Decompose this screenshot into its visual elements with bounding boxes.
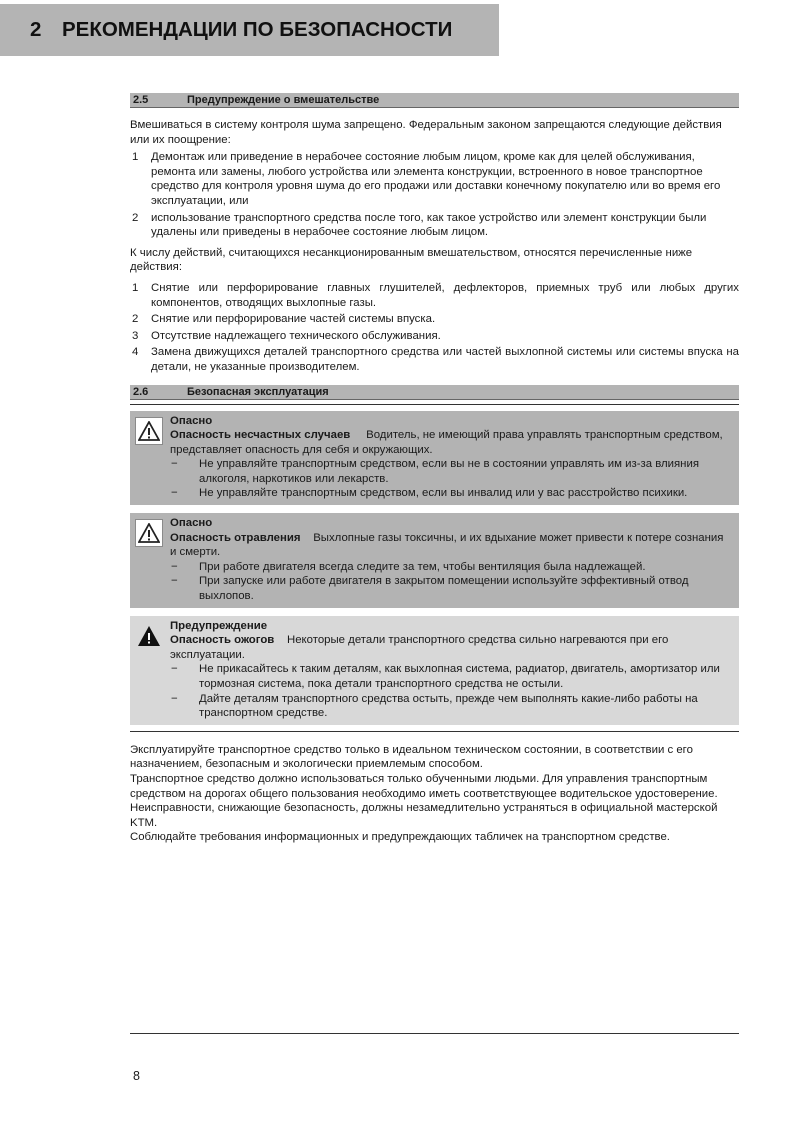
list-number: 1 <box>132 281 139 294</box>
paragraph: Транспортное средство должно использоваться только обученными людьми. Для управления транспортным средством на дорогах общего пользования необходимо иметь соответствующее водительское удостоверение. <box>130 772 718 800</box>
warning-triangle-icon <box>135 417 163 445</box>
hazard-name: Опасность отравления <box>170 531 301 544</box>
list-text: При работе двигателя всегда следите за тем, чтобы вентиляция была надлежащей. <box>199 560 646 573</box>
warning-triangle-icon <box>135 622 163 650</box>
list-text: Дайте деталям транспортного средства остыть, прежде чем выполнять какие-либо работы на транспортном средстве. <box>199 692 698 720</box>
list-item <box>130 345 739 374</box>
hazard-text: Водитель, не имеющий права управлять транспортным средством, представляет опасность для себя и окружающих. <box>170 429 723 456</box>
list-number: 4 <box>132 346 139 359</box>
list-text: Не прикасайтесь к таким деталям, как выхлопная система, радиатор, двигатель, амортизатор или тормозная система, пока детали транспортного средства не остыли. <box>199 663 720 690</box>
hazard-text: Некоторые детали транспортного средства сильно нагреваются при его эксплуатации. <box>170 634 669 661</box>
danger-box-poisoning <box>130 513 739 608</box>
dash-marker: − <box>171 692 178 705</box>
list-number: 2 <box>132 313 139 326</box>
section-title: Безопасная эксплуатация <box>187 385 329 398</box>
chapter-header <box>0 4 499 56</box>
list-text: Отсутствие надлежащего технического обслуживания. <box>151 329 441 342</box>
dash-marker: − <box>171 458 178 471</box>
dash-list <box>170 662 731 720</box>
paragraph: Эксплуатируйте транспортное средство только в идеальном техническом состоянии, в соответствии с его назначением, безопасным и экологически приемлемым способом. <box>130 743 693 771</box>
list-text: Замена движущихся деталей транспортного средства или частей выхлопной системы или системы впуска на детали, не указанные производителем. <box>151 346 739 373</box>
warning-body <box>170 428 731 457</box>
dash-marker: − <box>171 487 178 500</box>
list-item <box>170 457 731 486</box>
paragraph: К числу действий, считающихся несанкционированным вмешательством, относятся перечисленные ниже действия: <box>130 246 693 274</box>
list-item <box>170 692 731 721</box>
warning-level: Опасно <box>170 414 213 427</box>
hazard-name: Опасность ожогов <box>170 634 275 647</box>
list-item <box>130 329 739 344</box>
section-number: 2.6 <box>133 385 149 398</box>
list-number: 3 <box>132 329 139 342</box>
hazard-text: Выхлопные газы токсичны, и их вдыхание может привести к потере сознания и смерти. <box>170 531 724 559</box>
divider <box>130 404 739 405</box>
list-item <box>130 211 739 240</box>
warning-body <box>170 633 731 662</box>
list-number: 1 <box>132 151 139 164</box>
page-content <box>130 93 739 845</box>
section-heading-2-6 <box>130 385 739 400</box>
list-item <box>130 281 739 310</box>
paragraph: Неисправности, снижающие безопасность, должны незамедлительно устраняться в официальной мастерской KTM. <box>130 802 718 829</box>
section-heading-2-5 <box>130 93 739 108</box>
list-item <box>170 662 731 691</box>
dash-marker: − <box>171 663 178 676</box>
list-text: Снятие или перфорирование главных глушителей, дефлекторов, приемных труб или любых других компонентов, отводящих выхлопные газы. <box>151 281 739 309</box>
list-item <box>130 150 739 208</box>
chapter-title: РЕКОМЕНДАЦИИ ПО БЕЗОПАСНОСТИ <box>62 18 453 41</box>
numbered-list <box>130 150 739 240</box>
list-item <box>130 312 739 327</box>
page-number: 8 <box>133 1069 140 1083</box>
list-item <box>170 574 731 603</box>
hazard-name: Опасность несчастных случаев <box>170 429 351 442</box>
warning-level: Опасно <box>170 517 213 530</box>
closing-paragraphs <box>130 743 739 845</box>
section-number: 2.5 <box>133 94 149 106</box>
footer-divider <box>130 1033 739 1034</box>
dash-marker: − <box>171 575 178 588</box>
list-text: При запуске или работе двигателя в закрытом помещении используйте эффективный отвод выхлопов. <box>199 575 689 603</box>
list-item <box>170 560 731 575</box>
dash-list <box>170 560 731 604</box>
paragraph: Вмешиваться в систему контроля шума запрещено. Федеральным законом запрещаются следующие действия или их поощрение: <box>130 119 722 146</box>
warning-box-burns <box>130 616 739 725</box>
section-title: Предупреждение о вмешательстве <box>187 94 380 106</box>
list-text: Демонтаж или приведение в нерабочее состояние любым лицом, кроме как для целей обслуживания, ремонта или замены, любого устройства или элемента конструкции, встроенного в новое транспортное средство для контроля уровня шума до его продажи или доставки конечному покупателю или во время его эксплуатации, или <box>151 151 721 207</box>
chapter-number: 2 <box>30 18 42 41</box>
divider <box>130 731 739 732</box>
list-text: Не управляйте транспортным средством, если вы не в состоянии управлять им из-за влияния алкоголя, наркотиков или лекарств. <box>199 458 699 485</box>
list-number: 2 <box>132 211 139 224</box>
list-text: Снятие или перфорирование частей системы впуска. <box>151 313 436 326</box>
list-text: использование транспортного средства после того, как такое устройство или элемент конструкции были удалены или приведены в нерабочее состояние любым лицом. <box>151 211 707 239</box>
warning-level: Предупреждение <box>170 619 268 632</box>
paragraph: Соблюдайте требования информационных и предупреждающих табличек на транспортном средстве. <box>130 831 670 844</box>
danger-box-accidents <box>130 411 739 506</box>
list-item <box>170 486 731 501</box>
warning-triangle-icon <box>135 519 163 547</box>
warning-body <box>170 531 731 560</box>
dash-marker: − <box>171 560 178 573</box>
dash-list <box>170 457 731 501</box>
numbered-list <box>130 281 739 375</box>
list-text: Не управляйте транспортным средством, если вы инвалид или у вас расстройство психики. <box>199 487 688 500</box>
